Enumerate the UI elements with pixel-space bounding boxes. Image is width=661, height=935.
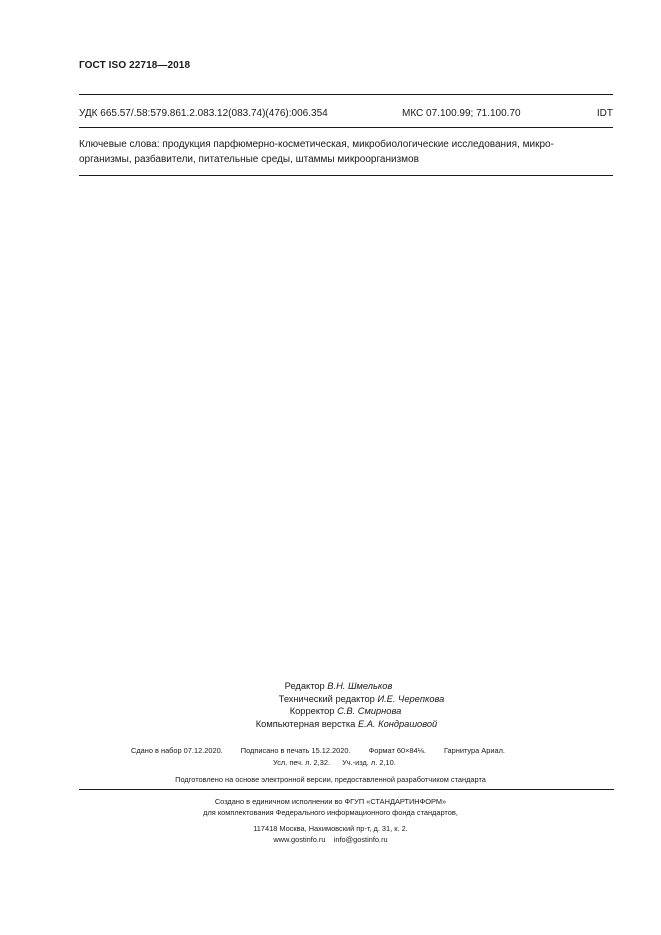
mks-code: МКС 07.100.99; 71.100.70 bbox=[402, 108, 521, 119]
footer-line: для комплектования Федерального информационного фонда стандартов, bbox=[203, 808, 458, 817]
prepared-note: Подготовлено на основе электронной версии, предоставленной разработчиком стандарта bbox=[175, 775, 486, 784]
credit-name: Е.А. Кондрашовой bbox=[357, 718, 438, 729]
credit-proofreader bbox=[15, 705, 661, 718]
idt-label: IDT bbox=[596, 108, 613, 119]
paper-format: Формат 60×84⅛. bbox=[368, 746, 426, 755]
credit-editor bbox=[8, 680, 661, 693]
footer-line: Создано в единичном исполнении во ФГУП «СТАНДАРТИНФОРМ» bbox=[214, 797, 447, 806]
print-sheets: Усл. печ. л. 2,32. bbox=[273, 758, 330, 767]
typeface: Гарнитура Ариал. bbox=[443, 746, 505, 755]
website-link[interactable]: www.gostinfo.ru bbox=[273, 835, 326, 844]
standard-number: ГОСТ ISO 22718—2018 bbox=[79, 60, 191, 71]
udc-code: УДК 665.57/.58:579.861.2.083.12(083.74)(476):006.354 bbox=[79, 108, 328, 119]
credits-block bbox=[0, 680, 661, 730]
header-rule bbox=[79, 94, 613, 95]
keywords-block bbox=[79, 138, 615, 167]
keywords-rule bbox=[79, 175, 613, 176]
credit-name: С.В. Смирнова bbox=[337, 706, 402, 717]
credit-role: Редактор bbox=[284, 681, 325, 691]
contacts bbox=[0, 834, 661, 845]
keywords-line: организмы, разбавители, питательные среды, штаммы микроорганизмов bbox=[79, 153, 419, 165]
classification-rule bbox=[79, 127, 613, 128]
credit-tech-editor bbox=[31, 693, 661, 706]
footer-rule bbox=[79, 789, 614, 790]
publication-line bbox=[273, 758, 406, 767]
publisher-address: 117418 Москва, Нахимовский пр-т, д. 31, к. 2. bbox=[253, 824, 408, 833]
publisher-footer bbox=[0, 796, 661, 845]
credit-role: Компьютерная верстка bbox=[255, 718, 356, 729]
credit-name: И.Е. Черепкова bbox=[377, 693, 445, 704]
keywords-line: Ключевые слова: продукция парфюмерно-косметическая, микробиологические исследования, микро- bbox=[79, 139, 554, 150]
signed-date: Подписано в печать 15.12.2020. bbox=[240, 746, 351, 755]
email-link[interactable]: info@gostinfo.ru bbox=[333, 835, 388, 844]
credit-role: Технический редактор bbox=[278, 693, 375, 704]
credit-role: Корректор bbox=[289, 706, 335, 717]
credit-name: В.Н. Шмельков bbox=[327, 681, 393, 691]
credit-layout bbox=[16, 718, 661, 731]
submitted-date: Сдано в набор 07.12.2020. bbox=[131, 746, 223, 755]
publishing-sheets: Уч.-изд. л. 2,10. bbox=[342, 758, 396, 767]
publication-line bbox=[131, 746, 521, 755]
